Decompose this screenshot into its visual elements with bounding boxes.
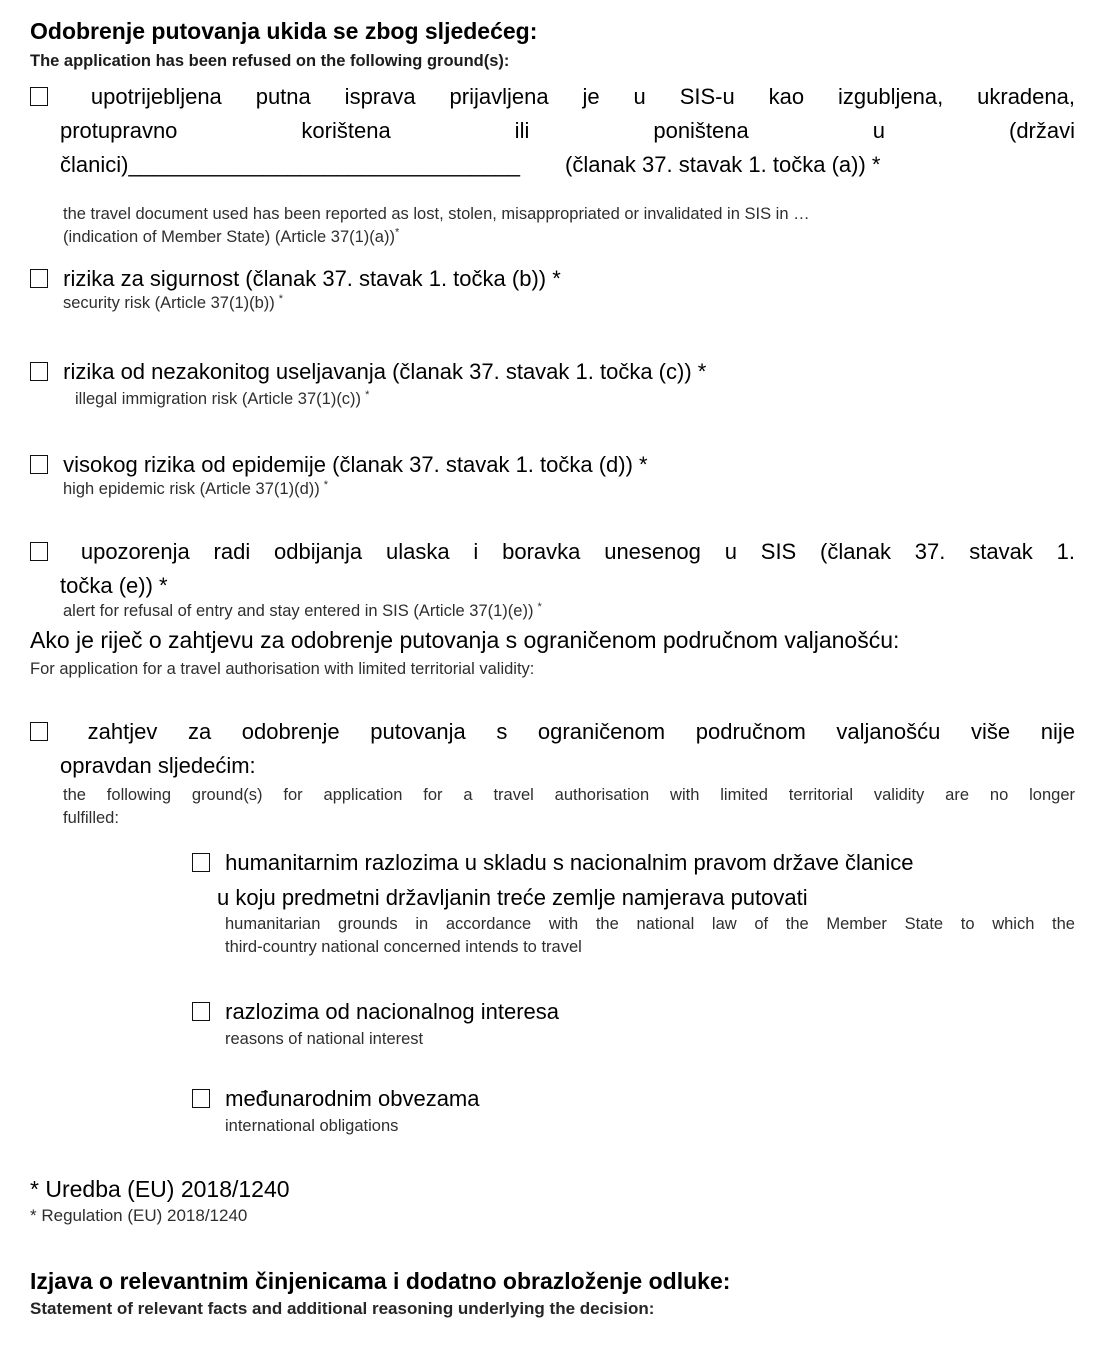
- ground-b-caption-en: security risk (Article 37(1)(b)) *: [63, 292, 284, 312]
- checkbox-national-interest[interactable]: [192, 1002, 210, 1021]
- statement-heading-en: Statement of relevant facts and additional reasoning underlying the decision:: [30, 1299, 655, 1318]
- checkbox-international-obligations[interactable]: [192, 1089, 210, 1108]
- ground-c-text-hr: rizika od nezakonitog useljavanja (članak 37. stavak 1. točka (c)) *: [63, 359, 707, 384]
- asterisk-footnote-mark: *: [394, 226, 400, 239]
- ground-item-c: [30, 355, 1075, 411]
- sub-item-international-obligations-line: međunarodnim obvezama: [192, 1082, 1075, 1116]
- ltv-intro-en: For application for a travel authorisation with limited territorial validity:: [30, 660, 535, 678]
- ltv-ground-line1: [30, 715, 1075, 749]
- sub-item-humanitarian-caption-en: humanitarian grounds in accordance with the national law of the Member State to which the third-country national concerned intends to travel: [225, 915, 1075, 956]
- checkbox-ground-b[interactable]: [30, 269, 48, 288]
- asterisk-footnote-mark: *: [323, 478, 329, 491]
- checkbox-ground-a[interactable]: [30, 87, 48, 106]
- ground-d-text-hr: visokog rizika od epidemije (članak 37. stavak 1. točka (d)) *: [63, 452, 648, 477]
- ltv-ground-item: [30, 715, 1075, 830]
- ltv-intro-hr: Ako je riječ o zahtjevu za odobrenje putovanja s ograničenom područnom valjanošću:: [30, 627, 900, 653]
- ltv-sub-item-humanitarian: [192, 845, 1075, 959]
- ground-item-d: [30, 448, 1075, 501]
- asterisk-footnote-mark: *: [537, 600, 542, 613]
- ground-item-e: [30, 535, 1075, 623]
- ltv-ground-text-hr-1: zahtjev za odobrenje putovanja s ograničenom područnom valjanošću više nije: [87, 719, 1075, 744]
- asterisk-footnote-mark: *: [365, 388, 370, 401]
- sub-item-national-interest-line: razlozima od nacionalnog interesa: [192, 995, 1075, 1029]
- sub-item-humanitarian-line2: u koju predmetni državljanin treće zemlje namjerava putovati: [217, 885, 808, 910]
- checkbox-humanitarian-grounds[interactable]: [192, 853, 210, 872]
- ground-a-line2: protupravno korištena ili poništena u (državi: [60, 118, 1075, 143]
- ground-e-line1: [30, 535, 1075, 569]
- sub-item-international-obligations-caption-en: international obligations: [225, 1117, 399, 1135]
- checkbox-ground-e[interactable]: [30, 542, 48, 561]
- checkbox-ground-d[interactable]: [30, 455, 48, 474]
- ground-a-caption-en: [63, 203, 1075, 249]
- sub-item-national-interest-caption-en: reasons of national interest: [225, 1030, 424, 1048]
- form-title-en: The application has been refused on the following ground(s):: [30, 52, 510, 70]
- ground-a-text-hr-1: upotrijebljena putna isprava prijavljena je u SIS-u kao izgubljena, ukradena,: [90, 84, 1075, 109]
- ground-e-line2: točka (e)) *: [60, 573, 168, 598]
- footnote-regulation-en: * Regulation (EU) 2018/1240: [30, 1206, 248, 1225]
- ltv-ground-line2: opravdan sljedećim:: [60, 753, 256, 778]
- ground-a-line3: [30, 148, 1075, 182]
- ground-d-caption-en: high epidemic risk (Article 37(1)(d)) *: [63, 478, 329, 498]
- ground-item-a: [30, 80, 1075, 249]
- ground-a-line3-ref: (članak 37. stavak 1. točka (a)) *: [565, 152, 881, 177]
- footnote-regulation-hr: * Uredba (EU) 2018/1240: [30, 1176, 290, 1202]
- ground-b-line: [30, 262, 1075, 296]
- ground-b-text-hr: rizika za sigurnost (članak 37. stavak 1. točka (b)) *: [63, 266, 561, 291]
- statement-heading-hr: Izjava o relevantnim činjenicama i dodatno obrazloženje odluke:: [30, 1268, 731, 1294]
- ground-item-b: [30, 262, 1075, 315]
- checkbox-ltv-ground[interactable]: [30, 722, 48, 741]
- ltv-sub-item-national-interest: [192, 995, 1075, 1051]
- ground-a-line1: [30, 80, 1075, 114]
- ltv-sub-items: [192, 845, 1075, 1138]
- ltv-ground-caption-en-2: fulfilled:: [63, 809, 119, 827]
- ground-e-text-hr-1: upozorenja radi odbijanja ulaska i boravka unesenog u SIS (članak 37. stavak 1.: [80, 539, 1075, 564]
- checkbox-ground-c[interactable]: [30, 362, 48, 381]
- ground-c-caption-en: illegal immigration risk (Article 37(1)(c)) *: [75, 388, 370, 408]
- ground-a-line3-label: članici): [60, 152, 129, 177]
- form-title-hr: Odobrenje putovanja ukida se zbog sljedećeg:: [30, 18, 538, 44]
- ground-a-caption-en-1: the travel document used has been reported as lost, stolen, misappropriated or invalidated in SIS in …: [63, 205, 810, 223]
- ltv-sub-item-international-obligations: [192, 1082, 1075, 1138]
- sub-item-humanitarian-line1: humanitarnim razlozima u skladu s nacionalnim pravom države članice: [192, 845, 1075, 880]
- ground-a-caption-en-2: (indication of Member State) (Article 37(1)(a))*: [63, 226, 400, 246]
- ground-d-line: [30, 448, 1075, 482]
- asterisk-footnote-mark: *: [278, 292, 284, 305]
- ltv-ground-caption-en-1: the following ground(s) for application for a travel authorisation with limited territorial validity are no longer: [63, 786, 1075, 804]
- ground-c-line: [30, 355, 1075, 389]
- ltv-ground-caption-en: [63, 784, 1075, 830]
- member-state-blank-field[interactable]: ________________________________: [128, 152, 520, 177]
- ground-e-caption-en: alert for refusal of entry and stay entered in SIS (Article 37(1)(e)) *: [63, 600, 542, 620]
